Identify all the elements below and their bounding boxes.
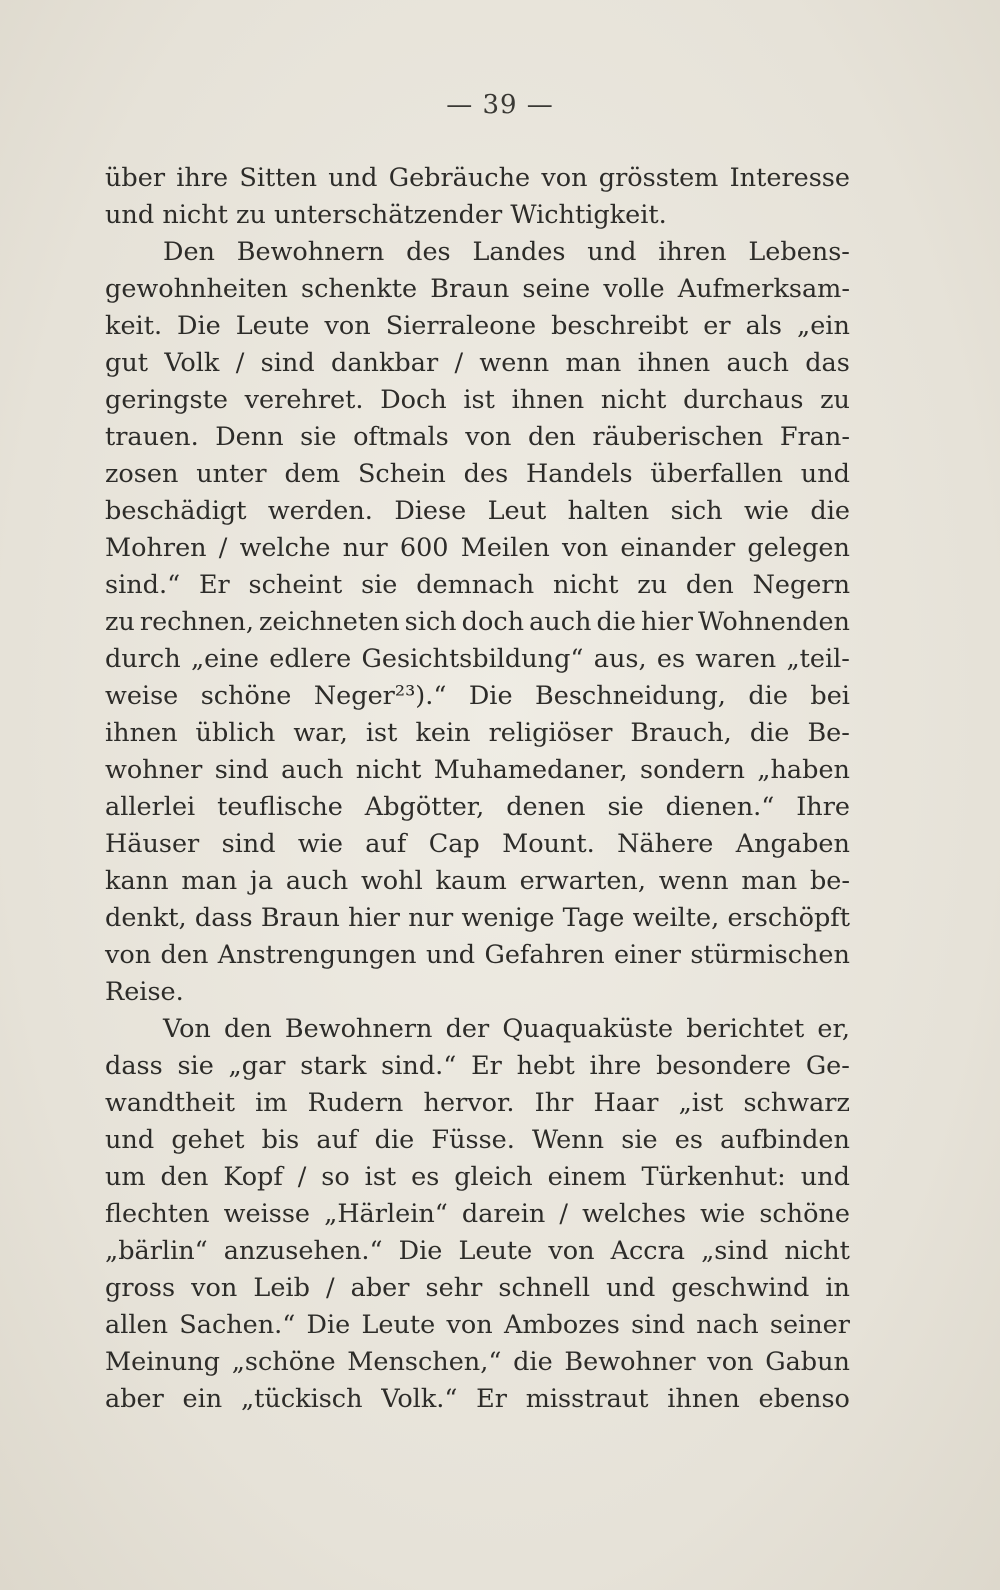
text-line: Meinung „schöne Menschen,“ die Bewohner von Gabun xyxy=(105,1347,850,1377)
text-line: um den Kopf / so ist es gleich einem Türkenhut: und xyxy=(105,1162,850,1192)
text-line: allerlei teuflische Abgötter, denen sie dienen.“ Ihre xyxy=(105,792,850,822)
text-line: sind.“ Er scheint sie demnach nicht zu den Negern xyxy=(105,570,850,600)
body-text xyxy=(105,160,850,1418)
text-line: geringste verehret. Doch ist ihnen nicht durchaus zu xyxy=(105,385,850,415)
text-line: flechten weisse „Härlein“ darein / welches wie schöne xyxy=(105,1199,850,1229)
text-line: keit. Die Leute von Sierraleone beschreibt er als „ein xyxy=(105,311,850,341)
text-line: Von den Bewohnern der Quaquaküste berichtet er, xyxy=(163,1014,850,1044)
text-line: Reise. xyxy=(105,977,184,1007)
text-line: und gehet bis auf die Füsse. Wenn sie es aufbinden xyxy=(105,1125,850,1155)
text-line: gut Volk / sind dankbar / wenn man ihnen auch das xyxy=(105,348,850,378)
text-line: gewohnheiten schenkte Braun seine volle Aufmerksam- xyxy=(105,274,850,304)
text-line: allen Sachen.“ Die Leute von Ambozes sind nach seiner xyxy=(105,1310,850,1340)
text-line: wandtheit im Rudern hervor. Ihr Haar „ist schwarz xyxy=(105,1088,850,1118)
text-line: Mohren / welche nur 600 Meilen von einander gelegen xyxy=(105,533,850,563)
text-line: beschädigt werden. Diese Leut halten sich wie die xyxy=(105,496,850,526)
text-line: und nicht zu unterschätzender Wichtigkeit. xyxy=(105,200,667,230)
text-line: zosen unter dem Schein des Handels überfallen und xyxy=(105,459,850,489)
text-line: aber ein „tückisch Volk.“ Er misstraut ihnen ebenso xyxy=(105,1384,850,1414)
text-line: von den Anstrengungen und Gefahren einer stürmischen xyxy=(105,940,850,970)
text-line: Den Bewohnern des Landes und ihren Lebens- xyxy=(163,237,850,267)
text-line: über ihre Sitten und Gebräuche von grösstem Interesse xyxy=(105,163,850,193)
text-line: dass sie „gar stark sind.“ Er hebt ihre besondere Ge- xyxy=(105,1051,850,1081)
page-number: — 39 — xyxy=(446,90,554,120)
text-line: durch „eine edlere Gesichtsbildung“ aus, es waren „teil- xyxy=(105,644,850,674)
text-line: „bärlin“ anzusehen.“ Die Leute von Accra „sind nicht xyxy=(105,1236,850,1266)
text-line: kann man ja auch wohl kaum erwarten, wenn man be- xyxy=(105,866,850,896)
text-line: Häuser sind wie auf Cap Mount. Nähere Angaben xyxy=(105,829,850,859)
text-line: trauen. Denn sie oftmals von den räuberischen Fran- xyxy=(105,422,850,452)
text-line: wohner sind auch nicht Muhamedaner, sondern „haben xyxy=(105,755,850,785)
text-line: weise schöne Neger²³).“ Die Beschneidung, die bei xyxy=(105,681,850,711)
text-line: denkt, dass Braun hier nur wenige Tage weilte, erschöpft xyxy=(105,903,850,933)
text-line: gross von Leib / aber sehr schnell und geschwind in xyxy=(105,1273,850,1303)
text-line: ihnen üblich war, ist kein religiöser Brauch, die Be- xyxy=(105,718,850,748)
text-line: zu rechnen, zeichneten sich doch auch die hier Wohnenden xyxy=(105,607,850,637)
